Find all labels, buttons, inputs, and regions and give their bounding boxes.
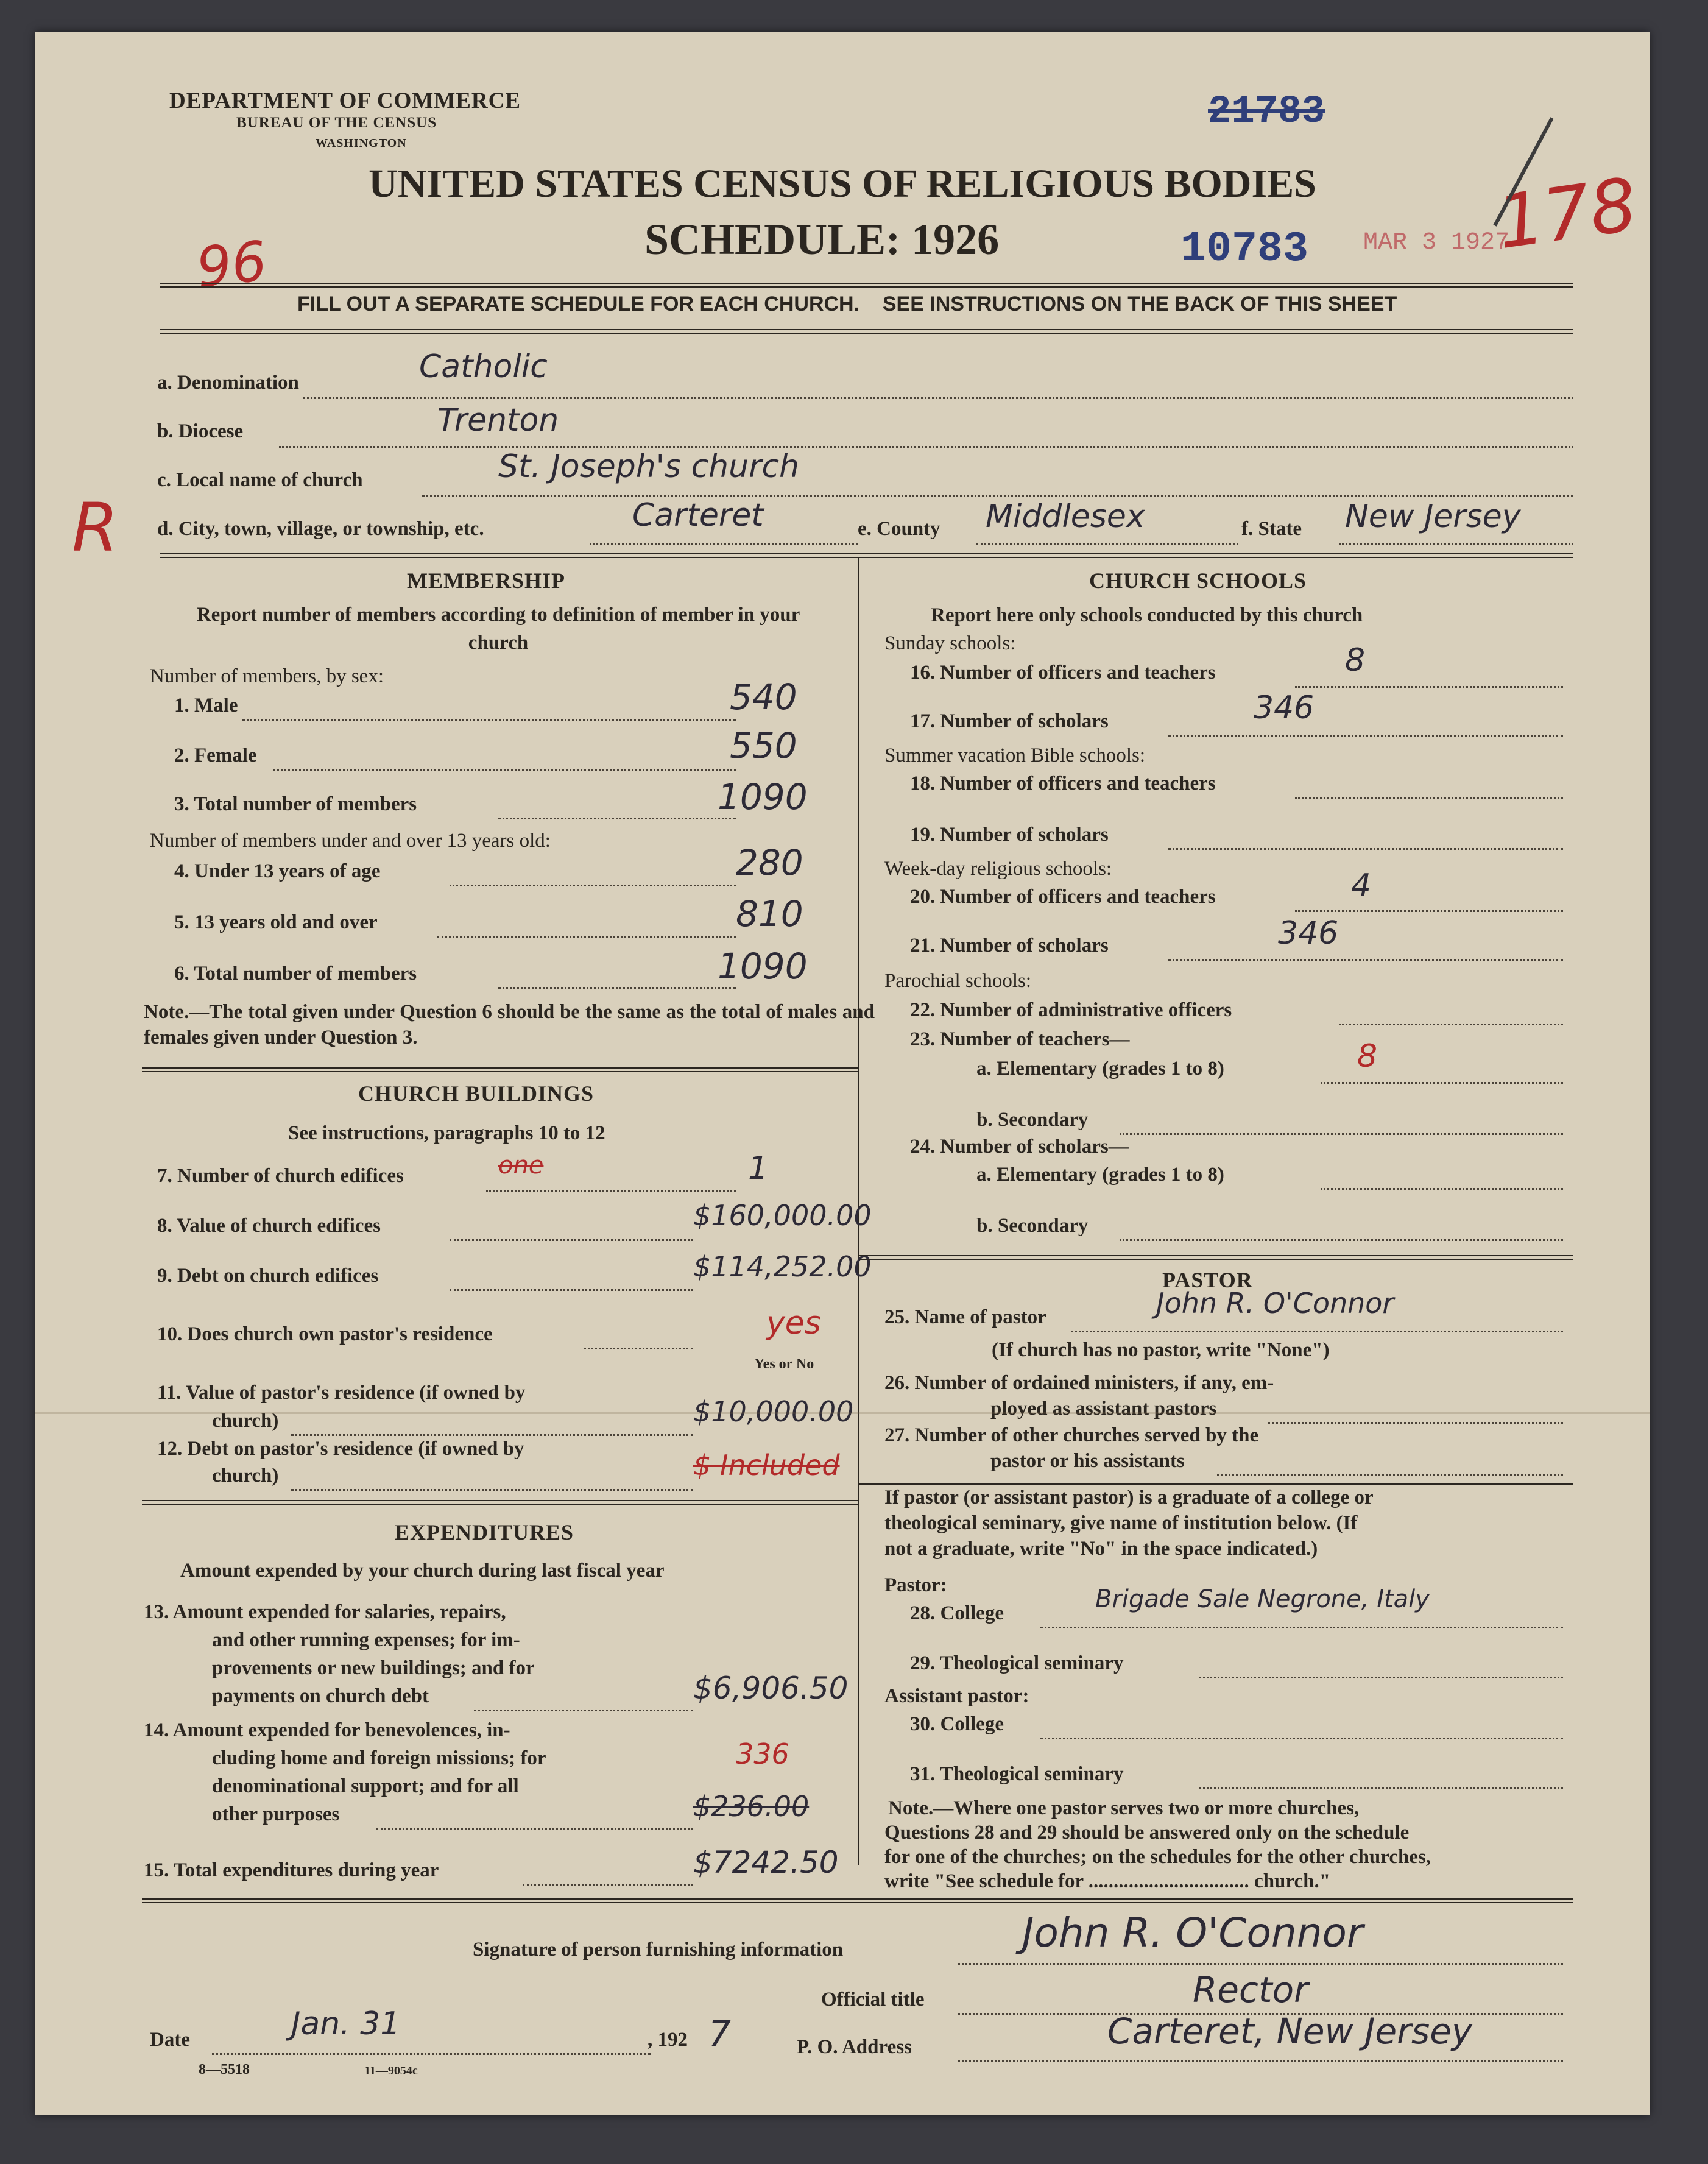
- q27-line-2: pastor or his assistants: [990, 1450, 1185, 1472]
- pastor-heading: PASTOR: [1162, 1268, 1253, 1292]
- q20-label: 20. Number of officers and teachers: [910, 886, 1216, 908]
- q27-line-1: 27. Number of other churches served by the: [884, 1424, 1259, 1446]
- q7-struck-word: one: [498, 1151, 544, 1179]
- pastor-note-line-3: for one of the churches; on the schedules for the other churches,: [884, 1846, 1431, 1868]
- county-value: Middlesex: [986, 498, 1145, 535]
- q5-over13-value: 810: [736, 893, 803, 935]
- buildings-heading: CHURCH BUILDINGS: [358, 1081, 595, 1106]
- form-number: 8—5518: [199, 2062, 250, 2077]
- general-instruction: FILL OUT A SEPARATE SCHEDULE FOR EACH CHURCH. SEE INSTRUCTIONS ON THE BACK OF THIS SHEET: [297, 292, 1397, 316]
- q14-line-3: denominational support; and for all: [212, 1775, 519, 1797]
- q1-label: 1. Male: [174, 695, 238, 716]
- year-prefix: , 192: [648, 2029, 688, 2051]
- local-name-value: St. Joseph's church: [498, 448, 799, 485]
- official-title-value: Rector: [1193, 1969, 1308, 2010]
- q21-value: 346: [1278, 915, 1339, 952]
- q5-label: 5. 13 years old and over: [174, 911, 378, 933]
- graduate-line-1: If pastor (or assistant pastor) is a graduate of a college or: [884, 1487, 1374, 1508]
- state-value: New Jersey: [1345, 498, 1521, 535]
- q6-total-value: 1090: [718, 946, 808, 987]
- q17-label: 17. Number of scholars: [910, 710, 1109, 732]
- q8-label: 8. Value of church edifices: [157, 1215, 381, 1237]
- county-label: e. County: [858, 518, 940, 540]
- identity-rule: [160, 553, 1573, 558]
- schools-rule: [859, 1255, 1573, 1260]
- q23a-label: a. Elementary (grades 1 to 8): [976, 1058, 1224, 1080]
- q23-label: 23. Number of teachers—: [910, 1028, 1130, 1050]
- graduate-line-2: theological seminary, give name of institution below. (If: [884, 1512, 1358, 1534]
- sunday-schools-label: Sunday schools:: [884, 632, 1016, 654]
- q24-label: 24. Number of scholars—: [910, 1136, 1129, 1158]
- q12-label-2: church): [212, 1465, 279, 1487]
- q15-label: 15. Total expenditures during year: [144, 1859, 439, 1881]
- q13-line-2: and other running expenses; for im-: [212, 1629, 520, 1651]
- q25-label: 25. Name of pastor: [884, 1306, 1046, 1328]
- q8-value: $160,000.00: [693, 1199, 872, 1232]
- summer-schools-label: Summer vacation Bible schools:: [884, 744, 1146, 766]
- q14-value: $236.00: [693, 1790, 810, 1823]
- q2-female-value: 550: [730, 725, 797, 766]
- q12-label-1: 12. Debt on pastor's residence (if owned by: [157, 1438, 524, 1460]
- diocese-value: Trenton: [437, 402, 559, 439]
- q10-label: 10. Does church own pastor's residence: [157, 1323, 493, 1345]
- pastor-note-line-2: Questions 28 and 29 should be answered only on the schedule: [884, 1822, 1410, 1844]
- diocese-label: b. Diocese: [157, 420, 244, 442]
- expenditures-sub: Amount expended by your church during last fiscal year: [180, 1560, 665, 1582]
- print-number: 11—9054c: [364, 2064, 418, 2077]
- pastor-rule: [859, 1483, 1573, 1485]
- parochial-schools-label: Parochial schools:: [884, 970, 1032, 992]
- q31-label: 31. Theological seminary: [910, 1763, 1124, 1785]
- graduate-line-3: not a graduate, write "No" in the space indicated.): [884, 1538, 1318, 1560]
- buildings-sub: See instructions, paragraphs 10 to 12: [288, 1122, 605, 1144]
- q25-note: (If church has no pastor, write "None"): [992, 1339, 1330, 1361]
- address-label: P. O. Address: [797, 2036, 912, 2058]
- q11-value: $10,000.00: [693, 1395, 854, 1428]
- q16-value: 8: [1345, 642, 1366, 679]
- q12-value: $ Included: [693, 1449, 840, 1482]
- q23a-value: 8: [1357, 1038, 1378, 1075]
- q24b-label: b. Secondary: [976, 1215, 1089, 1237]
- q10-options: Yes or No: [754, 1356, 814, 1372]
- q14-line-4: other purposes: [212, 1803, 340, 1825]
- q6-label: 6. Total number of members: [174, 963, 417, 985]
- q2-label: 2. Female: [174, 744, 257, 766]
- city-label: d. City, town, village, or township, etc.: [157, 518, 484, 540]
- q28-college-value: Brigade Sale Negrone, Italy: [1095, 1585, 1430, 1613]
- red-margin-mark: R: [72, 489, 119, 567]
- pastor-note-line-4: write "See schedule for ................................ church.": [884, 1870, 1331, 1892]
- city-value: Carteret: [632, 497, 764, 534]
- serial-stamp: 10783: [1180, 225, 1309, 274]
- q22-label: 22. Number of administrative officers: [910, 999, 1232, 1021]
- q1-male-value: 540: [730, 676, 797, 718]
- form-title: UNITED STATES CENSUS OF RELIGIOUS BODIES: [369, 161, 1316, 206]
- q14-line-2: cluding home and foreign missions; for: [212, 1747, 546, 1769]
- q25-pastor-name: John R. O'Connor: [1156, 1287, 1394, 1320]
- address-value: Carteret, New Jersey: [1107, 2010, 1473, 2052]
- weekday-schools-label: Week-day religious schools:: [884, 858, 1112, 880]
- q17-value: 346: [1254, 690, 1315, 726]
- q9-value: $114,252.00: [693, 1250, 872, 1283]
- census-schedule-sheet: [35, 32, 1650, 2115]
- q3-total-value: 1090: [718, 776, 808, 818]
- department-name: DEPARTMENT OF COMMERCE: [169, 88, 521, 113]
- q13-line-1: 13. Amount expended for salaries, repairs,: [144, 1601, 506, 1623]
- pastor-section-label: Pastor:: [884, 1574, 947, 1596]
- q21-label: 21. Number of scholars: [910, 935, 1109, 956]
- q19-label: 19. Number of scholars: [910, 824, 1109, 846]
- q18-label: 18. Number of officers and teachers: [910, 773, 1216, 794]
- q7-label: 7. Number of church edifices: [157, 1165, 404, 1187]
- q10-answer-value: yes: [766, 1305, 821, 1342]
- q23b-label: b. Secondary: [976, 1109, 1089, 1131]
- red-corner-mark: 178: [1492, 162, 1642, 266]
- buildings-rule: [142, 1500, 858, 1505]
- membership-rule: [142, 1067, 858, 1072]
- q14-line-1: 14. Amount expended for benevolences, in-: [144, 1719, 510, 1741]
- instruction-rule: [160, 329, 1573, 334]
- header-rule: [160, 283, 1573, 288]
- schools-heading: CHURCH SCHOOLS: [1089, 568, 1307, 593]
- footer-rule: [142, 1898, 1573, 1903]
- denomination-label: a. Denomination: [157, 372, 299, 394]
- q11-label-2: church): [212, 1410, 279, 1432]
- members-by-sex-label: Number of members, by sex:: [150, 665, 384, 687]
- year-value: 7: [708, 2013, 731, 2054]
- q26-line-2: ployed as assistant pastors: [990, 1398, 1217, 1420]
- q9-label: 9. Debt on church edifices: [157, 1265, 379, 1287]
- pastor-note-line-1: Note.—Where one pastor serves two or more churches,: [888, 1797, 1360, 1819]
- local-name-label: c. Local name of church: [157, 469, 363, 491]
- q4-under13-value: 280: [736, 842, 803, 883]
- q13-line-4: payments on church debt: [212, 1685, 429, 1707]
- members-by-age-label: Number of members under and over 13 years old:: [150, 830, 551, 852]
- q30-label: 30. College: [910, 1713, 1004, 1735]
- received-date-stamp: MAR 3 1927: [1363, 229, 1510, 256]
- expenditures-heading: EXPENDITURES: [395, 1520, 574, 1544]
- assistant-pastor-label: Assistant pastor:: [884, 1685, 1029, 1707]
- date-label: Date: [150, 2029, 190, 2051]
- signature-label: Signature of person furnishing information: [473, 1939, 844, 1961]
- q7-edifices-value: 1: [748, 1150, 769, 1187]
- q29-label: 29. Theological seminary: [910, 1652, 1124, 1674]
- q11-label-1: 11. Value of pastor's residence (if owned by: [157, 1382, 526, 1404]
- q26-line-1: 26. Number of ordained ministers, if any, em-: [884, 1372, 1274, 1394]
- membership-heading: MEMBERSHIP: [407, 568, 566, 593]
- red-note-number: 96: [193, 229, 270, 300]
- schedule-year: SCHEDULE: 1926: [644, 215, 1000, 264]
- q20-value: 4: [1351, 868, 1372, 904]
- state-label: f. State: [1241, 518, 1302, 540]
- denomination-value: Catholic: [419, 348, 548, 385]
- schools-sub: Report here only schools conducted by this church: [931, 604, 1363, 626]
- q3-label: 3. Total number of members: [174, 793, 417, 815]
- bureau-name: BUREAU OF THE CENSUS: [236, 115, 437, 131]
- city-name: WASHINGTON: [316, 136, 407, 150]
- q14-correction: 336: [736, 1738, 789, 1770]
- q13-value: $6,906.50: [693, 1671, 849, 1706]
- q28-label: 28. College: [910, 1602, 1004, 1624]
- q24a-label: a. Elementary (grades 1 to 8): [976, 1164, 1224, 1186]
- struck-schedule-number: 21783: [1208, 90, 1325, 134]
- q4-label: 4. Under 13 years of age: [174, 860, 381, 882]
- signature-value: John R. O'Connor: [1022, 1909, 1364, 1956]
- official-title-label: Official title: [821, 1989, 925, 2010]
- q16-label: 16. Number of officers and teachers: [910, 662, 1216, 684]
- membership-note: Note.—The total given under Question 6 should be the same as the total of males and females given under Question 3.: [144, 1001, 875, 1048]
- q15-value: $7242.50: [693, 1845, 839, 1880]
- date-value: Jan. 31: [291, 2006, 401, 2042]
- membership-intro: Report number of members according to definition of member in your church: [196, 604, 800, 654]
- q13-line-3: provements or new buildings; and for: [212, 1657, 535, 1679]
